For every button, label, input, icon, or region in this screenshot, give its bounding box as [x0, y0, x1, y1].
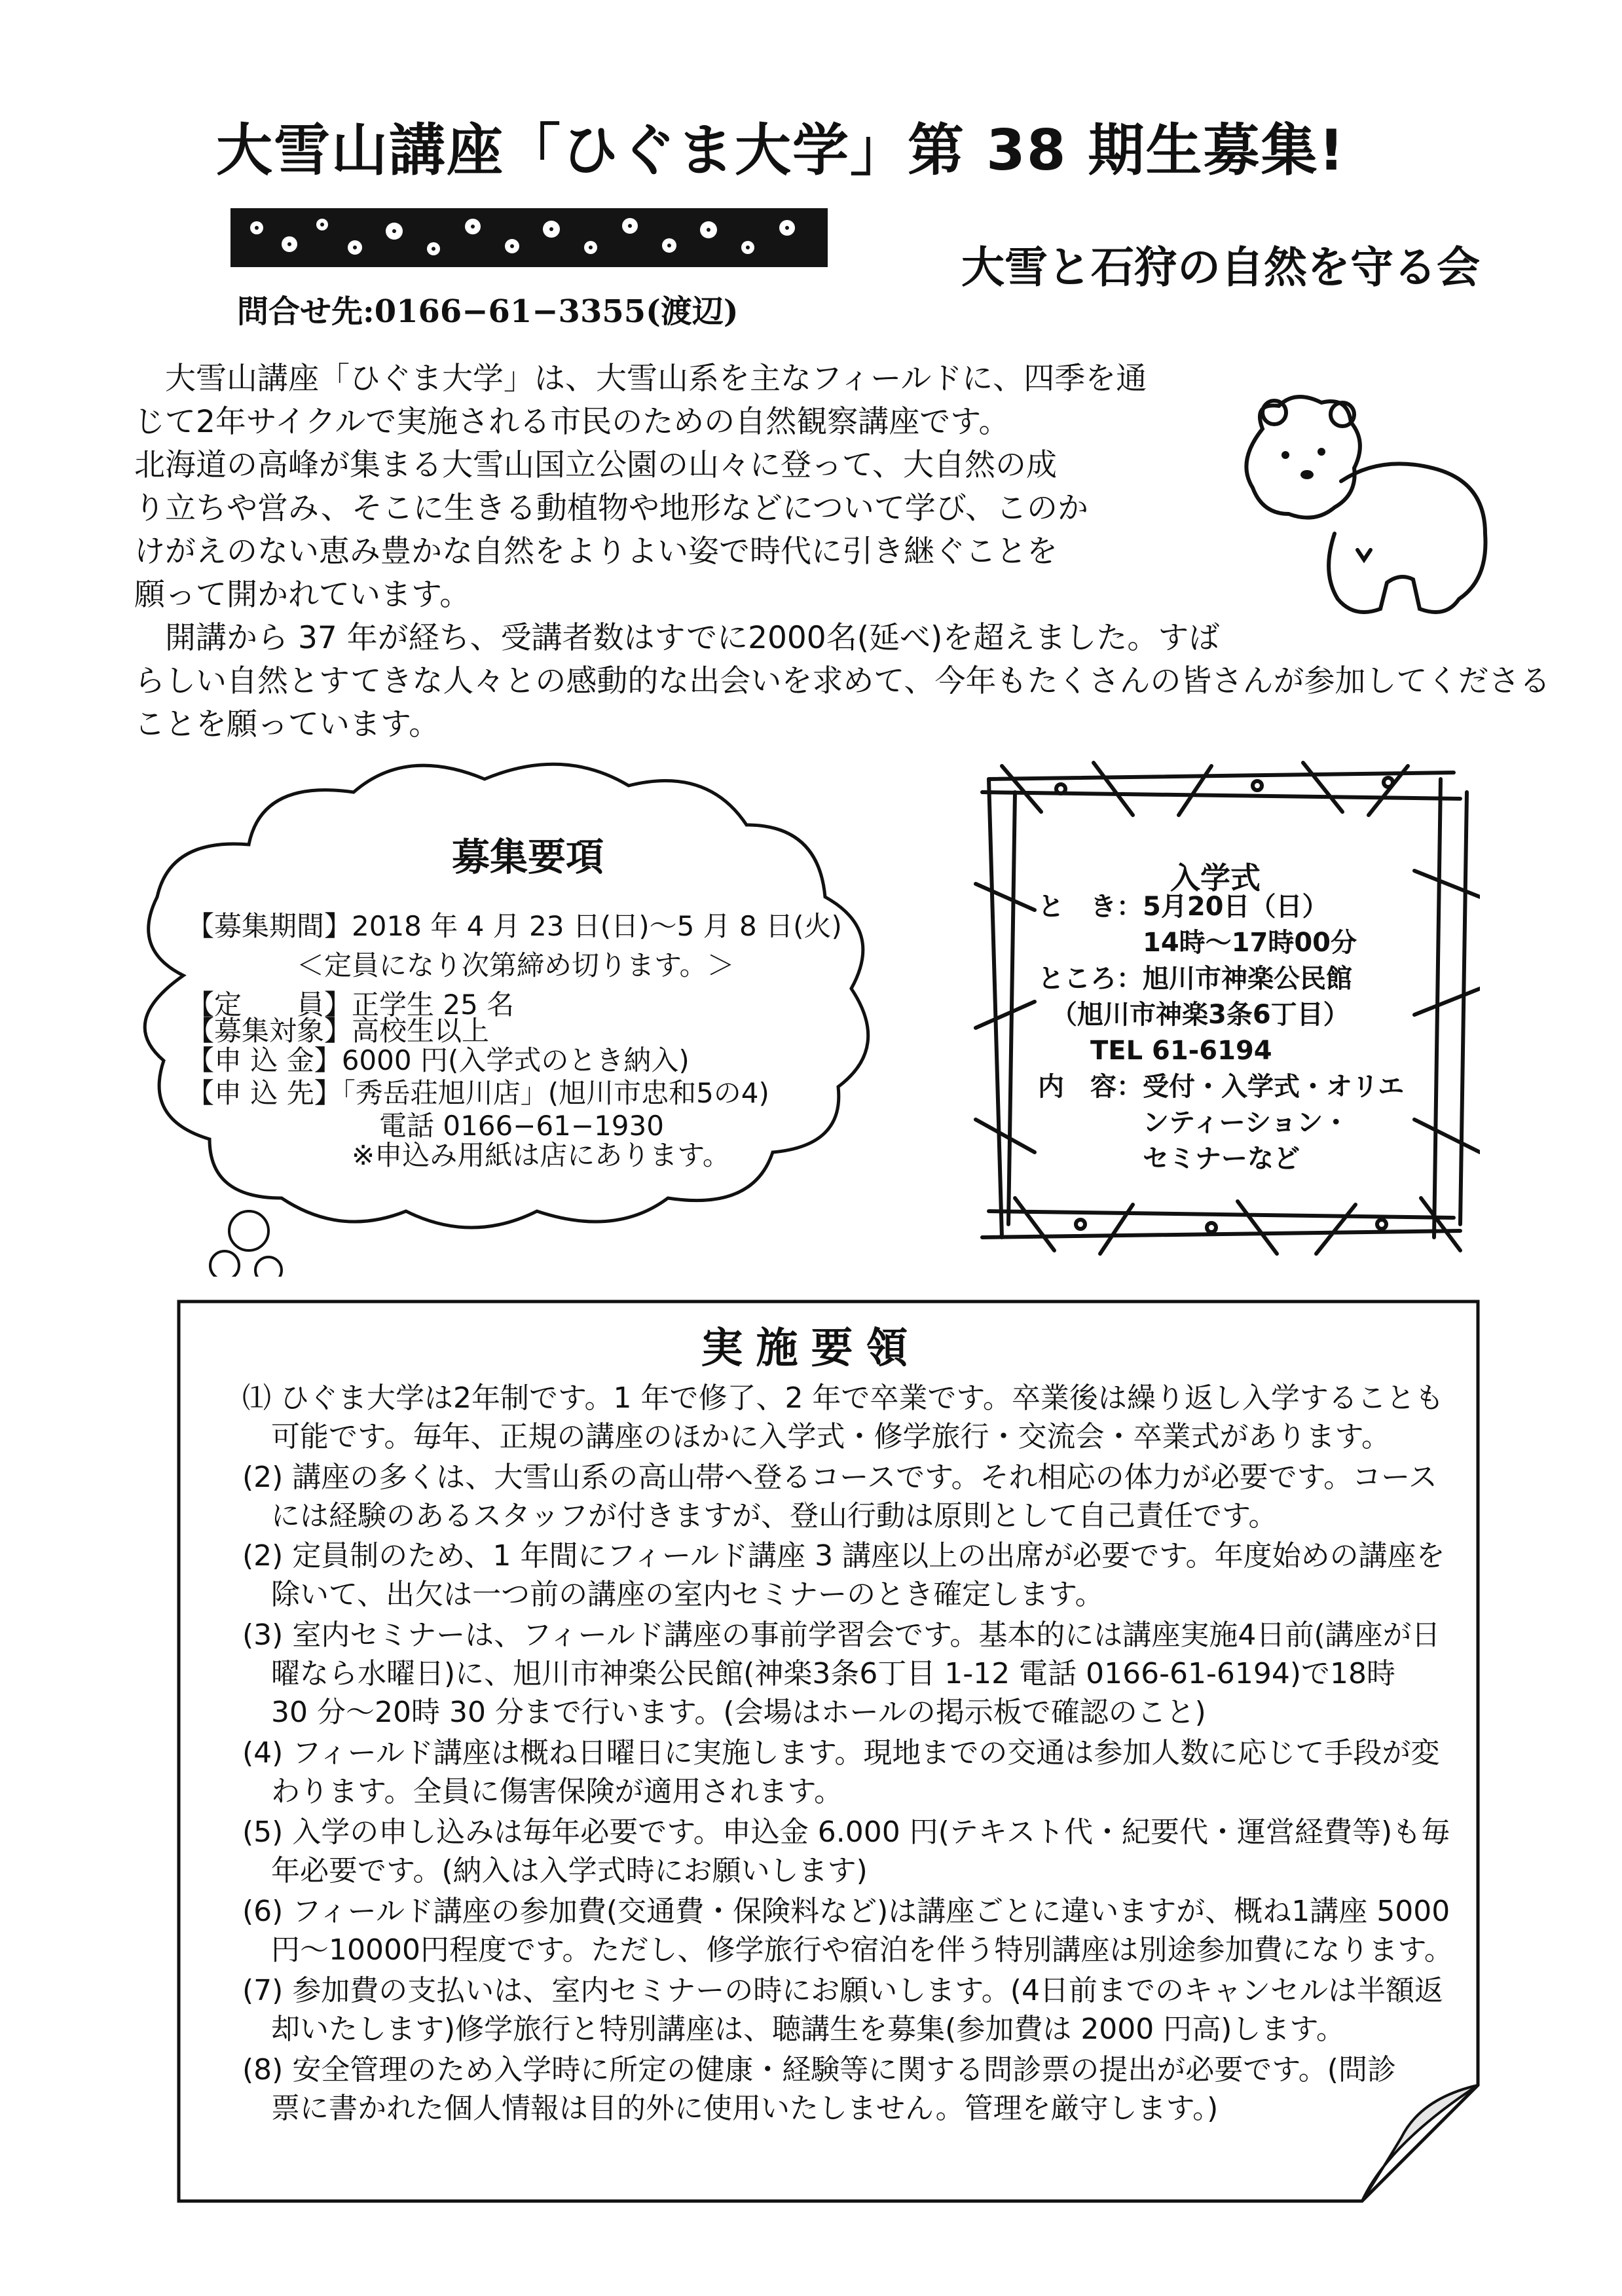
- intro-line: 願って開かれています。: [134, 577, 471, 613]
- guideline-line: (2) 講座の多くは、大雪山系の高山帯へ登るコースです。それ相応の体力が必要です。コース: [242, 1461, 1437, 1494]
- intro-line: 北海道の高峰が集まる大雪山国立公園の山々に登って、大自然の成: [134, 447, 1058, 483]
- guideline-line: (6) フィールド講座の参加費(交通費・保険料など)は講座ごとに違いますが、概ね1講座 5000: [242, 1895, 1450, 1928]
- guideline-line: 票に書かれた個人情報は目的外に使用いたしません。管理を厳守します。): [242, 2092, 1219, 2125]
- page-title: 大雪山講座「ひぐま大学」第 38 期生募集!: [216, 118, 1346, 183]
- guideline-line: わります。全員に傷害保険が適用されます。: [242, 1775, 843, 1808]
- intro-line: らしい自然とすてきな人々との感動的な出会いを求めて、今年もたくさんの皆さんが参加してくださる: [134, 663, 1551, 699]
- guideline-line: ⑴ ひぐま大学は2年制です。1 年で修了、2 年で卒業です。卒業後は繰り返し入学することも: [242, 1381, 1444, 1415]
- recruitment-line: 【募集期間】2018 年 4 月 23 日(日)〜5 月 8 日(火): [187, 910, 842, 942]
- intro-line: 開講から 37 年が経ち、受講者数はすでに2000名(延べ)を超えました。すば: [134, 620, 1220, 656]
- intro-line: じて2年サイクルで実施される市民のための自然観察講座です。: [134, 404, 1010, 440]
- flower-banner-image: [230, 208, 828, 267]
- guideline-line: 円〜10000円程度です。ただし、修学旅行や宿泊を伴う特別講座は別途参加費になります。: [242, 1933, 1453, 1967]
- guideline-line: (4) フィールド講座は概ね日曜日に実施します。現地までの交通は参加人数に応じて手段が変: [242, 1736, 1440, 1770]
- guideline-line: には経験のあるスタッフが付きますが、登山行動は原則として自己責任です。: [242, 1499, 1278, 1533]
- guideline-line: 除いて、出欠は一つ前の講座の室内セミナーのとき確定します。: [242, 1578, 1104, 1611]
- ceremony-line: TEL 61-6194: [1038, 1036, 1272, 1066]
- intro-line: ことを願っています。: [134, 706, 440, 742]
- intro-line: り立ちや営み、そこに生きる動植物や地形などについて学び、このか: [134, 490, 1088, 526]
- recruitment-line: ＜定員になり次第締め切ります。＞: [187, 949, 735, 981]
- guideline-line: 30 分〜20時 30 分まで行います。(会場はホールの掲示板で確認のこと): [242, 1696, 1206, 1729]
- recruitment-title: 募集要項: [452, 835, 604, 879]
- contact-info: 問合せ先:0166−61−3355(渡辺): [237, 293, 739, 330]
- guideline-line: (3) 室内セミナーは、フィールド講座の事前学習会です。基本的には講座実施4日前(講座が日: [242, 1618, 1441, 1652]
- guideline-line: (5) 入学の申し込みは毎年必要です。申込金 6.000 円(テキスト代・紀要代・運営経費等)も毎: [242, 1815, 1450, 1849]
- organization-name: 大雪と石狩の自然を守る会: [961, 242, 1480, 293]
- guideline-line: (7) 参加費の支払いは、室内セミナーの時にお願いします。(4日前までのキャンセルは半額返: [242, 1974, 1443, 2007]
- recruitment-line: 【申 込 金】6000 円(入学式のとき納入): [187, 1044, 690, 1076]
- ceremony-line: セミナーなど: [1038, 1144, 1300, 1174]
- intro-line: けがえのない恵み豊かな自然をよりよい姿で時代に引き継ぐことを: [134, 534, 1058, 570]
- guideline-line: (8) 安全管理のため入学時に所定の健康・経験等に関する問診票の提出が必要です。(問診: [242, 2053, 1396, 2086]
- guideline-line: 却いたします)修学旅行と特別講座は、聴講生を募集(参加費は 2000 円高)します。: [242, 2013, 1345, 2046]
- ceremony-title: 入学式: [1170, 860, 1261, 896]
- guideline-line: (2) 定員制のため、1 年間にフィールド講座 3 講座以上の出席が必要です。年度始めの講座を: [242, 1539, 1445, 1573]
- ceremony-line: （旭川市神楽3条6丁目）: [1038, 1000, 1350, 1030]
- ceremony-line: と き：5月20日（日）: [1038, 892, 1329, 922]
- guidelines-title: 実施要領: [701, 1324, 921, 1373]
- ceremony-line: ンティーション・: [1038, 1108, 1350, 1138]
- recruitment-line: 【定 員】正学生 25 名: [187, 989, 515, 1021]
- recruitment-line: ※申込み用紙は店にあります。: [187, 1139, 730, 1171]
- intro-line: 大雪山講座「ひぐま大学」は、大雪山系を主なフィールドに、四季を通: [134, 361, 1147, 397]
- bear-illustration: [1223, 383, 1505, 645]
- recruitment-line: 【申 込 先】「秀岳荘旭川店」(旭川市忠和5の4): [187, 1077, 769, 1109]
- recruitment-line: 電話 0166−61−1930: [187, 1110, 664, 1142]
- guideline-line: 可能です。毎年、正規の講座のほかに入学式・修学旅行・交流会・卒業式があります。: [242, 1420, 1390, 1453]
- guideline-line: 曜なら水曜日)に、旭川市神楽公民館(神楽3条6丁目 1-12 電話 0166-61-6194)で18時: [242, 1657, 1395, 1690]
- ceremony-line: 内 容：受付・入学式・オリエ: [1038, 1072, 1405, 1102]
- ceremony-line: ところ：旭川市神楽公民館: [1038, 964, 1352, 994]
- ceremony-line: 14時〜17時00分: [1038, 928, 1357, 958]
- guideline-line: 年必要です。(納入は入学式時にお願いします): [242, 1854, 868, 1887]
- recruitment-line: 【募集対象】高校生以上: [187, 1015, 490, 1047]
